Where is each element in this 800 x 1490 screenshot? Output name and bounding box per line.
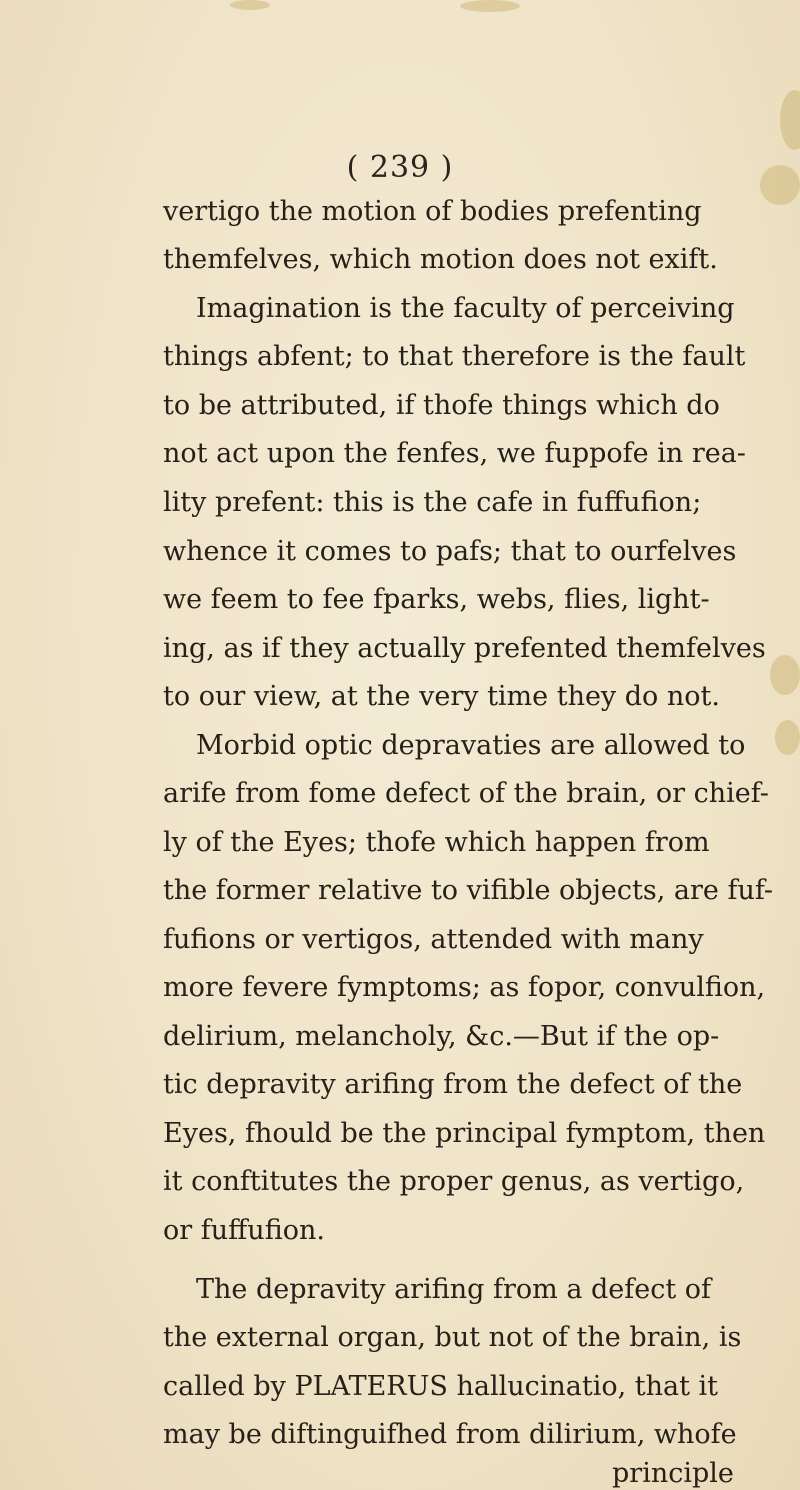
- text-line: arife from fome defect of the brain, or chief-: [163, 778, 769, 809]
- text-line: lity prefent: this is the cafe in fuffufion;: [163, 487, 702, 518]
- text-line: fufions or vertigos, attended with many: [163, 924, 704, 955]
- text-line: whence it comes to pafs; that to ourfelves: [163, 536, 737, 567]
- page-number: ( 239 ): [346, 150, 454, 185]
- text-line: vertigo the motion of bodies prefenting: [163, 196, 702, 227]
- catchword: principle: [612, 1458, 734, 1489]
- text-line: things abfent; to that therefore is the fault: [163, 341, 746, 372]
- text-line: ing, as if they actually prefented themfelves: [163, 633, 766, 664]
- paper-stain: [230, 0, 270, 10]
- text-line: Eyes, fhould be the principal fymptom, then: [163, 1118, 766, 1149]
- text-line: called by PLATERUS hallucinatio, that it: [163, 1371, 719, 1402]
- text-line: to our view, at the very time they do not.: [163, 681, 720, 712]
- text-line: may be diftinguifhed from dilirium, whofe: [163, 1419, 737, 1450]
- text-line: Imagination is the faculty of perceiving: [196, 293, 735, 324]
- text-line: or fuffufion.: [163, 1215, 325, 1246]
- text-line: themfelves, which motion does not exift.: [163, 244, 718, 275]
- text-line: The depravity arifing from a defect of: [196, 1274, 712, 1305]
- paper-stain: [775, 720, 800, 755]
- text-line: Morbid optic depravaties are allowed to: [196, 730, 746, 761]
- text-line: delirium, melancholy, &c.—But if the op-: [163, 1021, 720, 1052]
- paper-stain: [780, 90, 800, 150]
- text-line: we feem to fee fparks, webs, flies, light-: [163, 584, 710, 615]
- text-line: the former relative to vifible objects, are fuf-: [163, 875, 773, 906]
- text-line: it conftitutes the proper genus, as vertigo,: [163, 1166, 745, 1197]
- text-line: not act upon the fenfes, we fuppofe in rea-: [163, 438, 746, 469]
- text-line: ly of the Eyes; thofe which happen from: [163, 827, 710, 858]
- paper-stain: [770, 655, 800, 695]
- text-line: tic depravity arifing from the defect of the: [163, 1069, 743, 1100]
- paper-stain: [460, 0, 520, 12]
- text-line: to be attributed, if thofe things which do: [163, 390, 720, 421]
- text-line: more fevere fymptoms; as fopor, convulfion,: [163, 972, 766, 1003]
- text-line: the external organ, but not of the brain, is: [163, 1322, 742, 1353]
